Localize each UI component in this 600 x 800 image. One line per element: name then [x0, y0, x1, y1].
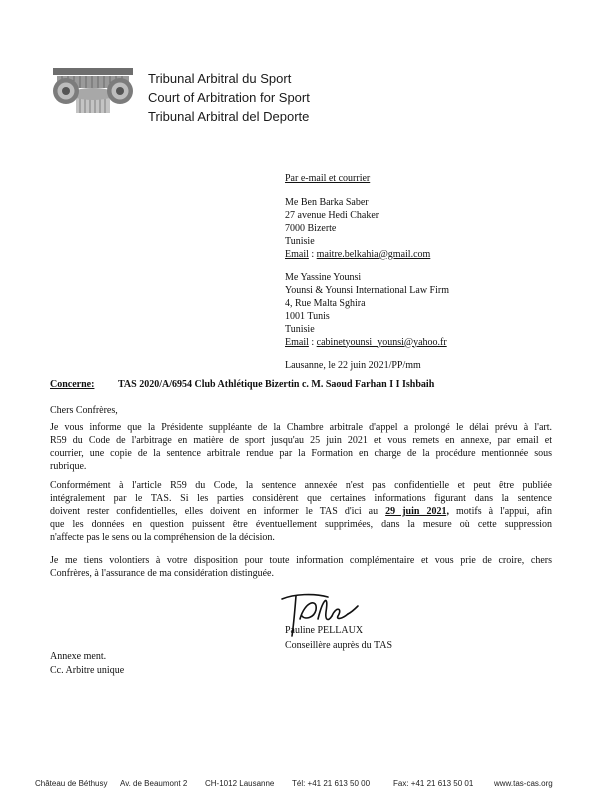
paragraph-line: intégralement par le TAS. Si les parties considèrent que certaines informations figurant dans la sentence: [50, 492, 552, 504]
recipient-address-line: Younsi & Younsi International Law Firm: [285, 284, 449, 296]
signature-icon: [276, 588, 360, 644]
deadline-date: 29 juin 2021,: [385, 505, 449, 517]
footer-fax: Fax: +41 21 613 50 01: [393, 779, 474, 788]
email-separator: :: [311, 336, 315, 348]
signatory-title: Conseillère auprès du TAS: [285, 639, 393, 651]
body-paragraph-2: [50, 479, 552, 544]
paragraph-line: [50, 505, 552, 518]
date-line: Lausanne, le 22 juin 2021/PP/mm: [285, 359, 421, 371]
email-label: Email: [285, 336, 309, 348]
ionic-column-capital-logo-icon: [52, 66, 134, 116]
recipient-address-line: 7000 Bizerte: [285, 222, 337, 234]
footer-website: www.tas-cas.org: [494, 779, 553, 788]
recipient-block-2: [285, 271, 449, 349]
letterhead-title: [148, 69, 310, 126]
recipient-email-line: [285, 248, 430, 261]
footer-city: CH-1012 Lausanne: [205, 779, 275, 788]
recipient-email-line: [285, 336, 449, 349]
body-paragraph-3: [50, 554, 552, 580]
recipient-name: Me Yassine Younsi: [285, 271, 362, 283]
recipient-address-line: 1001 Tunis: [285, 310, 330, 322]
handwritten-signature: [276, 588, 360, 644]
recipient-address-line: Tunisie: [285, 323, 315, 335]
letterhead-line-es: Tribunal Arbitral del Deporte: [148, 109, 310, 124]
paragraph-line: n'affecte pas le sens ou la compréhension de la décision.: [50, 531, 275, 543]
email-separator: :: [311, 248, 315, 260]
subject-text: TAS 2020/A/6954 Club Athlétique Bizertin c. M. Saoud Farhan I I Ishbaih: [118, 378, 435, 390]
footer-address: Château de Béthusy: [35, 779, 108, 788]
footer-street: Av. de Beaumont 2: [120, 779, 188, 788]
paragraph-line: que les données en question puissent être éventuellement supprimées, dans la mesure où cette suppression: [50, 518, 552, 530]
paragraph-line: Conformément à l'article R59 du Code, la sentence annexée n'est pas confidentielle et peut être publiée: [50, 479, 552, 491]
recipient-email: cabinetyounsi_younsi@yahoo.fr: [316, 336, 447, 348]
paragraph-line: courrier, une copie de la sentence arbitrale rendue par la Formation en charge de la procédure mentionnée sous: [50, 447, 552, 459]
paragraph-line: Confrères, à l'assurance de ma considération distinguée.: [50, 567, 274, 579]
recipient-name: Me Ben Barka Saber: [285, 196, 369, 208]
recipient-email: maitre.belkahia@gmail.com: [316, 248, 431, 260]
paragraph-line: R59 du Code de l'arbitrage en matière de sport jusqu'au 25 juin 2021 et vous remets en annexe, par email et: [50, 434, 552, 446]
paragraph-line: rubrique.: [50, 460, 87, 472]
recipient-address-line: Tunisie: [285, 235, 315, 247]
delivery-method: Par e-mail et courrier: [285, 172, 371, 184]
body-paragraph-1: [50, 421, 552, 473]
signatory-name: Pauline PELLAUX: [285, 624, 364, 636]
letterhead-line-fr: Tribunal Arbitral du Sport: [148, 71, 292, 86]
annex-note: Annexe ment.: [50, 650, 107, 662]
recipient-address-line: 4, Rue Malta Sghira: [285, 297, 366, 309]
salutation: Chers Confrères,: [50, 404, 118, 416]
subject-label: Concerne:: [50, 378, 95, 390]
paragraph-line: Je vous informe que la Présidente suppléante de la Chambre arbitrale d'appel a prolongé le délai prévu à l'art.: [50, 421, 552, 433]
recipient-block-1: [285, 196, 430, 261]
paragraph-line: Je me tiens volontiers à votre disposition pour toute information complémentaire et vous prie de croire, chers: [50, 554, 552, 566]
footer-phone: Tél: +41 21 613 50 00: [292, 779, 371, 788]
email-label: Email: [285, 248, 309, 260]
letterhead-logo: [52, 66, 134, 116]
paragraph-text: motifs à l'appui, afin: [456, 505, 552, 517]
footer: [0, 779, 600, 791]
recipient-address-line: 27 avenue Hedi Chaker: [285, 209, 380, 221]
copy-note: Cc. Arbitre unique: [50, 664, 125, 676]
paragraph-text: doivent rester confidentielles, elles doivent en informer le TAS d'ici au: [50, 505, 379, 517]
letterhead-line-en: Court of Arbitration for Sport: [148, 90, 310, 105]
